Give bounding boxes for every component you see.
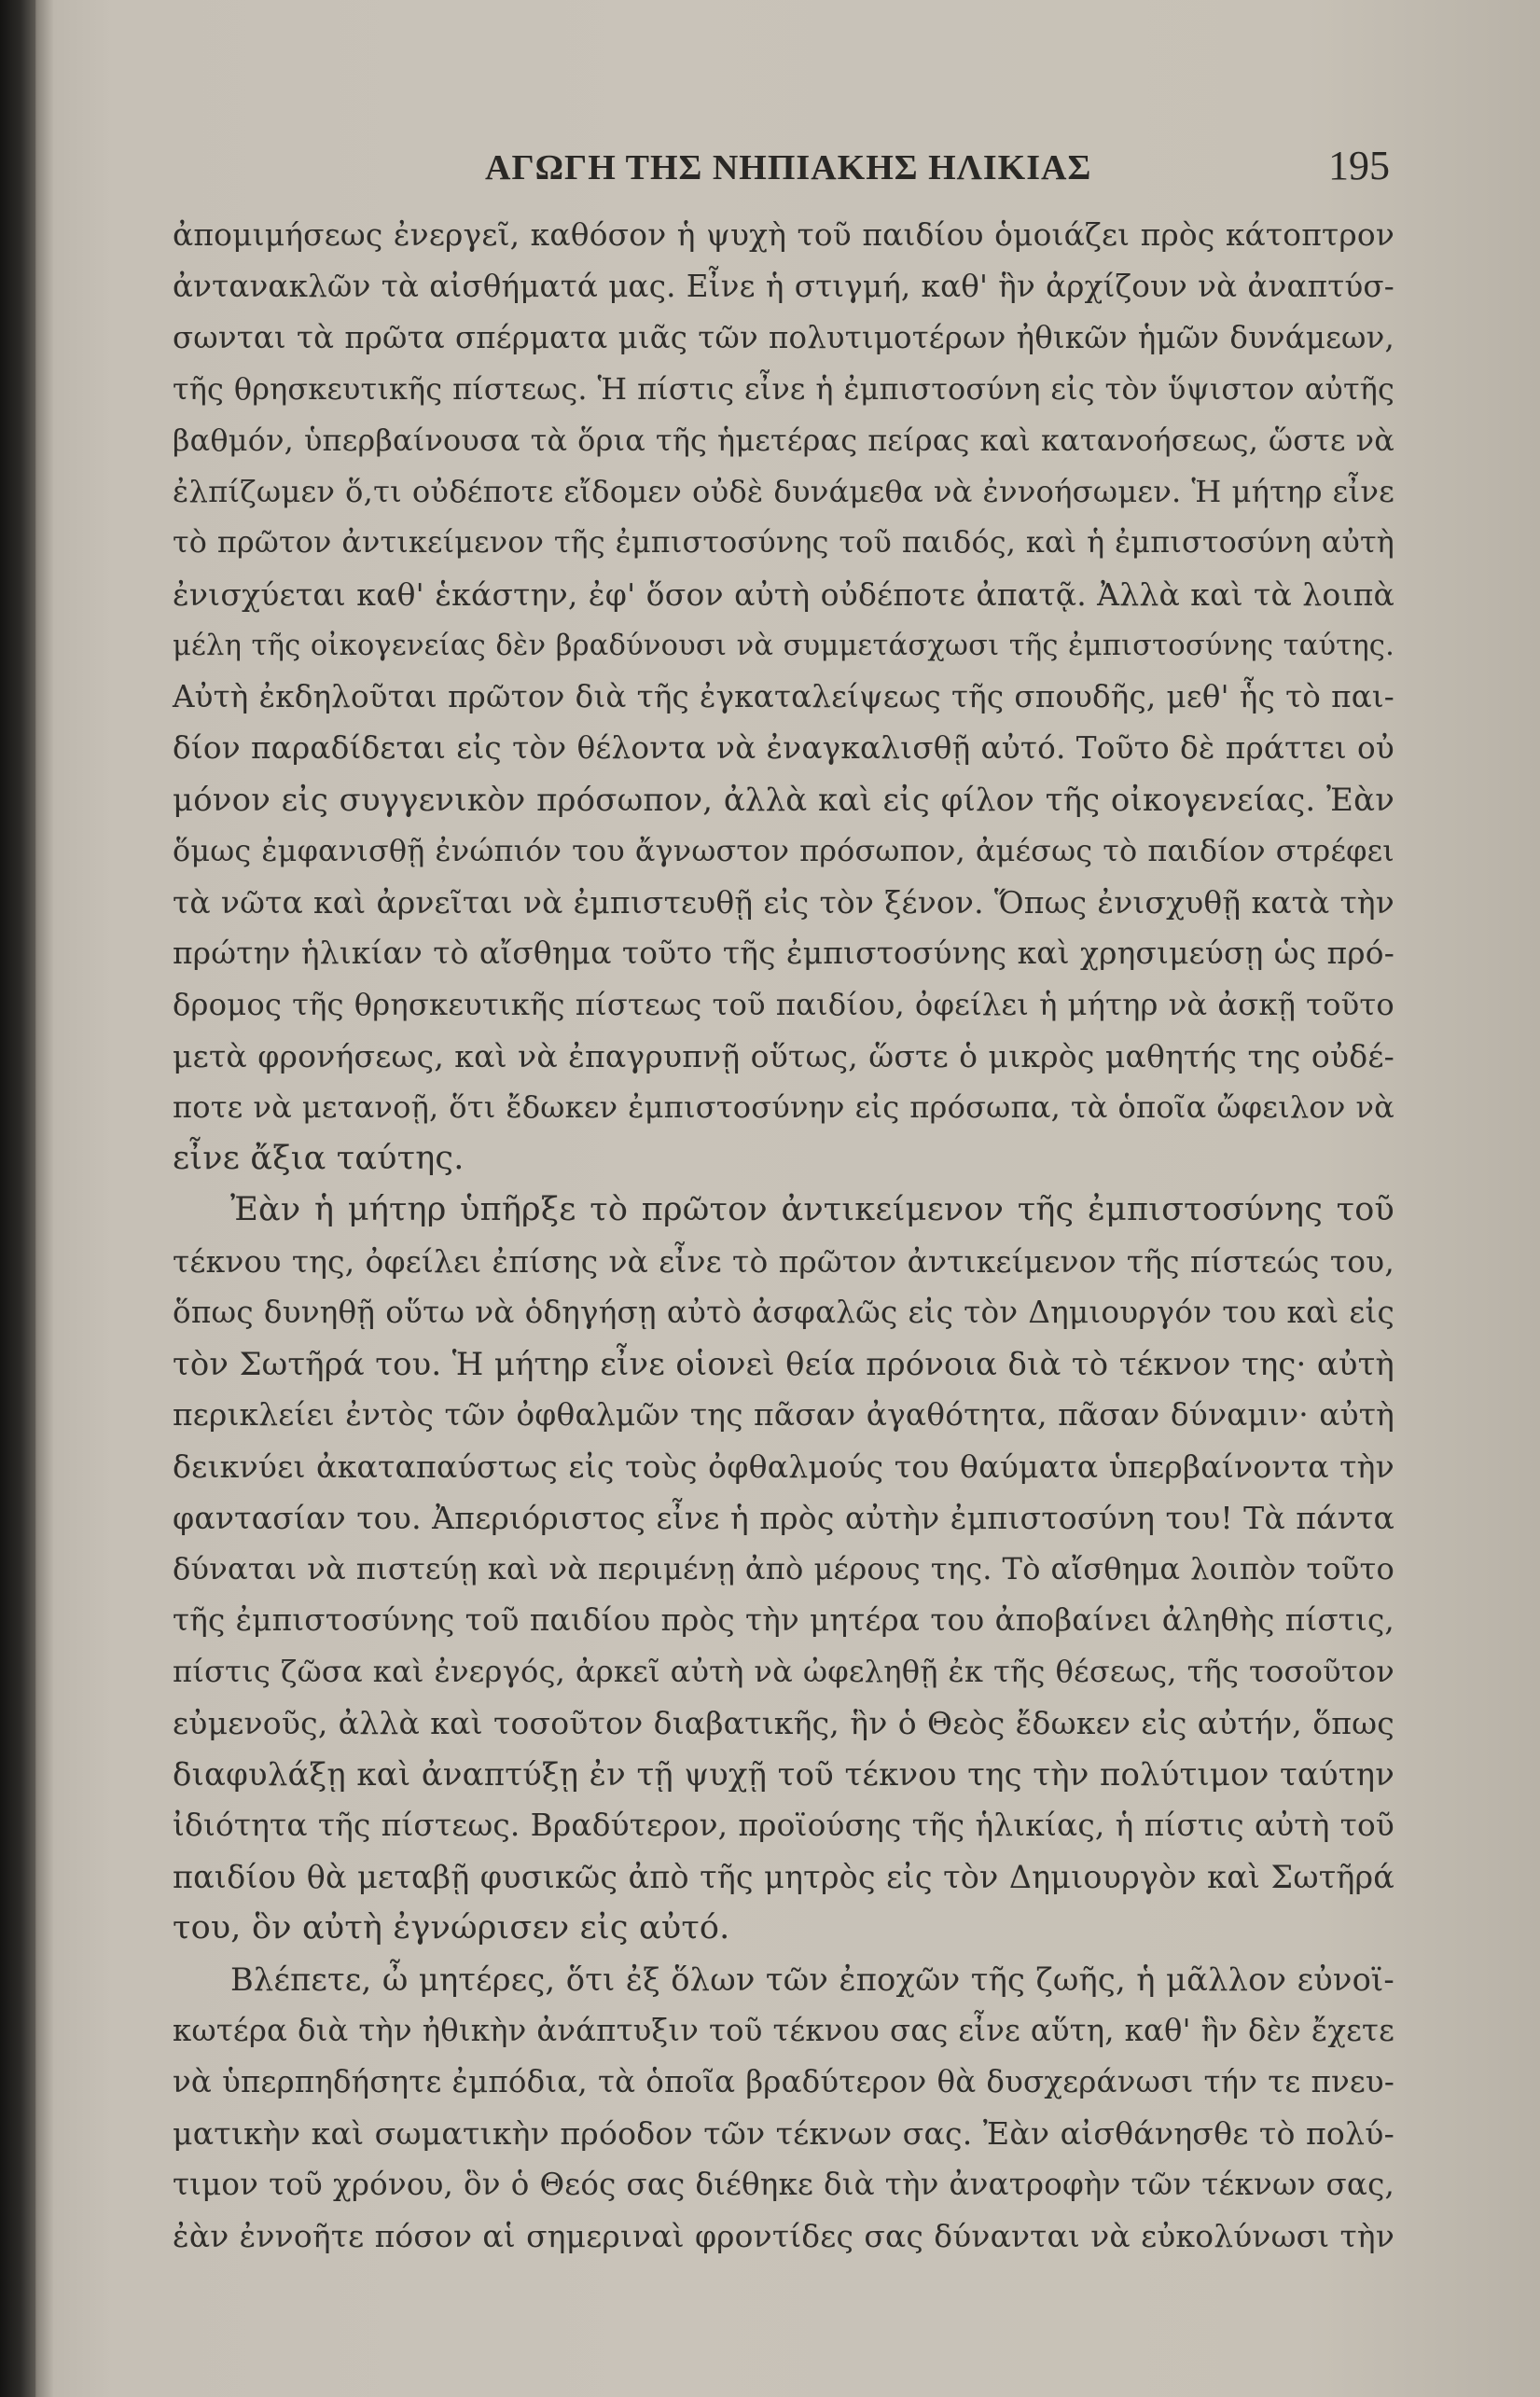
text-line: τιμον τοῦ χρόνου, ὃν ὁ Θεός σας διέθηκε διὰ τὴν ἀνατροφὴν τῶν τέκνων σας, (173, 2167, 1394, 2202)
text-line: τῆς θρησκευτικῆς πίστεως. Ἡ πίστις εἶνε ἡ ἐμπιστοσύνη εἰς τὸν ὕψιστον αὐτῆς (173, 371, 1394, 407)
running-head: ΑΓΩΓΗ ΤΗΣ ΝΗΠΙΑΚΗΣ ΗΛΙΚΙΑΣ (485, 148, 1092, 187)
text-line: παιδίου θὰ μεταβῇ φυσικῶς ἀπὸ τῆς μητρὸς εἰς τὸν Δημιουργὸν καὶ Σωτῆρά (173, 1859, 1394, 1895)
text-line: ὅμως ἐμφανισθῇ ἐνώπιόν του ἄγνωστον πρόσωπον, ἀμέσως τὸ παιδίον στρέφει (173, 833, 1394, 868)
text-line: ἐνισχύεται καθ' ἑκάστην, ἐφ' ὅσον αὐτὴ οὐδέποτε ἀπατᾷ. Ἀλλὰ καὶ τὰ λοιπὰ (173, 576, 1394, 613)
text-line: δεικνύει ἀκαταπαύστως εἰς τοὺς ὀφθαλμούς του θαύματα ὑπερβαίνοντα τὴν (173, 1448, 1394, 1485)
text-line: Βλέπετε, ὦ μητέρες, ὅτι ἐξ ὅλων τῶν ἐποχῶν τῆς ζωῆς, ἡ μᾶλλον εὐνοϊ- (230, 1961, 1394, 1998)
text-line: δίον παραδίδεται εἰς τὸν θέλοντα νὰ ἐναγκαλισθῇ αὐτό. Τοῦτο δὲ πράττει οὐ (173, 730, 1394, 766)
page-number: 195 (1328, 143, 1390, 188)
text-line: δύναται νὰ πιστεύῃ καὶ νὰ περιμένῃ ἀπὸ μέρους της. Τὸ αἴσθημα λοιπὸν τοῦτο (173, 1551, 1394, 1586)
text-line: τῆς ἐμπιστοσύνης τοῦ παιδίου πρὸς τὴν μητέρα του ἀποβαίνει ἀληθὴς πίστις, (173, 1602, 1394, 1638)
text-line: ἐὰν ἐννοῆτε πόσον αἱ σημεριναὶ φροντίδες σας δύνανται νὰ εὐκολύνωσι τὴν (173, 2218, 1394, 2254)
text-line: τέκνου της, ὀφείλει ἐπίσης νὰ εἶνε τὸ πρῶτον ἀντικείμενον τῆς πίστεώς του, (173, 1243, 1394, 1280)
text-line: κωτέρα διὰ τὴν ἠθικὴν ἀνάπτυξιν τοῦ τέκνου σας εἶνε αὕτη, καθ' ἣν δὲν ἔχετε (173, 2013, 1394, 2048)
text-line: μετὰ φρονήσεως, καὶ νὰ ἐπαγρυπνῇ οὕτως, ὥστε ὁ μικρὸς μαθητής της οὐδέ- (173, 1038, 1394, 1074)
text-line: του, ὃν αὐτὴ ἐγνώρισεν εἰς αὐτό. (173, 1909, 730, 1947)
text-line: εὐμενοῦς, ἀλλὰ καὶ τοσοῦτον διαβατικῆς, ἣν ὁ Θεὸς ἔδωκεν εἰς αὐτήν, ὅπως (173, 1705, 1394, 1741)
text-line: δρομος τῆς θρησκευτικῆς πίστεως τοῦ παιδίου, ὀφείλει ἡ μήτηρ νὰ ἀσκῇ τοῦτο (173, 987, 1394, 1022)
text-line: Αὐτὴ ἐκδηλοῦται πρῶτον διὰ τῆς ἐγκαταλείψεως τῆς σπουδῆς, μεθ' ἧς τὸ παι- (173, 679, 1394, 714)
page-header (168, 143, 1390, 203)
page-binding-shadow (0, 0, 35, 2397)
text-line: ἀπομιμήσεως ἐνεργεῖ, καθόσον ἡ ψυχὴ τοῦ παιδίου ὁμοιάζει πρὸς κάτοπτρον (173, 217, 1394, 253)
text-line: μόνον εἰς συγγενικὸν πρόσωπον, ἀλλὰ καὶ εἰς φίλον τῆς οἰκογενείας. Ἐὰν (173, 782, 1394, 818)
text-line: πρώτην ἡλικίαν τὸ αἴσθημα τοῦτο τῆς ἐμπιστοσύνης καὶ χρησιμεύσῃ ὡς πρό- (173, 935, 1394, 971)
text-line: διαφυλάξῃ καὶ ἀναπτύξῃ ἐν τῇ ψυχῇ τοῦ τέκνου της τὴν πολύτιμον ταύτην (173, 1756, 1394, 1793)
text-line: μέλη τῆς οἰκογενείας δὲν βραδύνουσι νὰ συμμετάσχωσι τῆς ἐμπιστοσύνης ταύτης. (173, 630, 1394, 662)
text-line: σωνται τὰ πρῶτα σπέρματα μιᾶς τῶν πολυτιμοτέρων ἠθικῶν ἡμῶν δυνάμεων, (173, 320, 1394, 355)
text-line: φαντασίαν του. Ἀπεριόριστος εἶνε ἡ πρὸς αὐτὴν ἐμπιστοσύνη του! Τὰ πάντα (173, 1500, 1394, 1536)
text-line: περικλείει ἐντὸς τῶν ὀφθαλμῶν της πᾶσαν ἀγαθότητα, πᾶσαν δύναμιν· αὐτὴ (173, 1397, 1394, 1433)
text-line: Ἐὰν ἡ μήτηρ ὑπῆρξε τὸ πρῶτον ἀντικείμενον τῆς ἐμπιστοσύνης τοῦ (230, 1191, 1394, 1228)
text-line: ποτε νὰ μετανοῇ, ὅτι ἔδωκεν ἐμπιστοσύνην εἰς πρόσωπα, τὰ ὁποῖα ὤφειλον νὰ (173, 1089, 1394, 1125)
text-line: εἶνε ἄξια ταύτης. (173, 1140, 465, 1177)
text-line: βαθμόν, ὑπερβαίνουσα τὰ ὅρια τῆς ἡμετέρας πείρας καὶ κατανοήσεως, ὥστε νὰ (173, 423, 1394, 458)
text-line: ἀντανακλῶν τὰ αἰσθήματά μας. Εἶνε ἡ στιγμή, καθ' ἣν ἀρχίζουν νὰ ἀναπτύσ- (173, 269, 1394, 304)
text-line: πίστις ζῶσα καὶ ἐνεργός, ἀρκεῖ αὐτὴ νὰ ὠφεληθῇ ἐκ τῆς θέσεως, τῆς τοσοῦτον (173, 1654, 1394, 1689)
text-line: ὅπως δυνηθῇ οὕτω νὰ ὁδηγήσῃ αὐτὸ ἀσφαλῶς εἰς τὸν Δημιουργόν του καὶ εἰς (173, 1295, 1394, 1330)
text-line: νὰ ὑπερπηδήσητε ἐμπόδια, τὰ ὁποῖα βραδύτερον θὰ δυσχεράνωσι τήν τε πνευ- (173, 2064, 1394, 2099)
text-line: τὸν Σωτῆρά του. Ἡ μήτηρ εἶνε οἱονεὶ θεία πρόνοια διὰ τὸ τέκνον της· αὐτὴ (173, 1346, 1394, 1382)
text-line: ματικὴν καὶ σωματικὴν πρόοδον τῶν τέκνων σας. Ἐὰν αἰσθάνησθε τὸ πολύ- (173, 2115, 1394, 2152)
text-line: τὰ νῶτα καὶ ἀρνεῖται νὰ ἐμπιστευθῇ εἰς τὸν ξένον. Ὅπως ἐνισχυθῇ κατὰ τὴν (173, 884, 1394, 921)
body-text (173, 210, 1394, 2262)
text-line: τὸ πρῶτον ἀντικείμενον τῆς ἐμπιστοσύνης τοῦ παιδός, καὶ ἡ ἐμπιστοσύνη αὐτὴ (173, 526, 1394, 560)
text-line: ἰδιότητα τῆς πίστεως. Βραδύτερον, προϊούσης τῆς ἡλικίας, ἡ πίστις αὐτὴ τοῦ (173, 1808, 1394, 1843)
text-line: ἐλπίζωμεν ὅ,τι οὐδέποτε εἴδομεν οὐδὲ δυνάμεθα νὰ ἐννοήσωμεν. Ἡ μήτηρ εἶνε (173, 474, 1394, 509)
